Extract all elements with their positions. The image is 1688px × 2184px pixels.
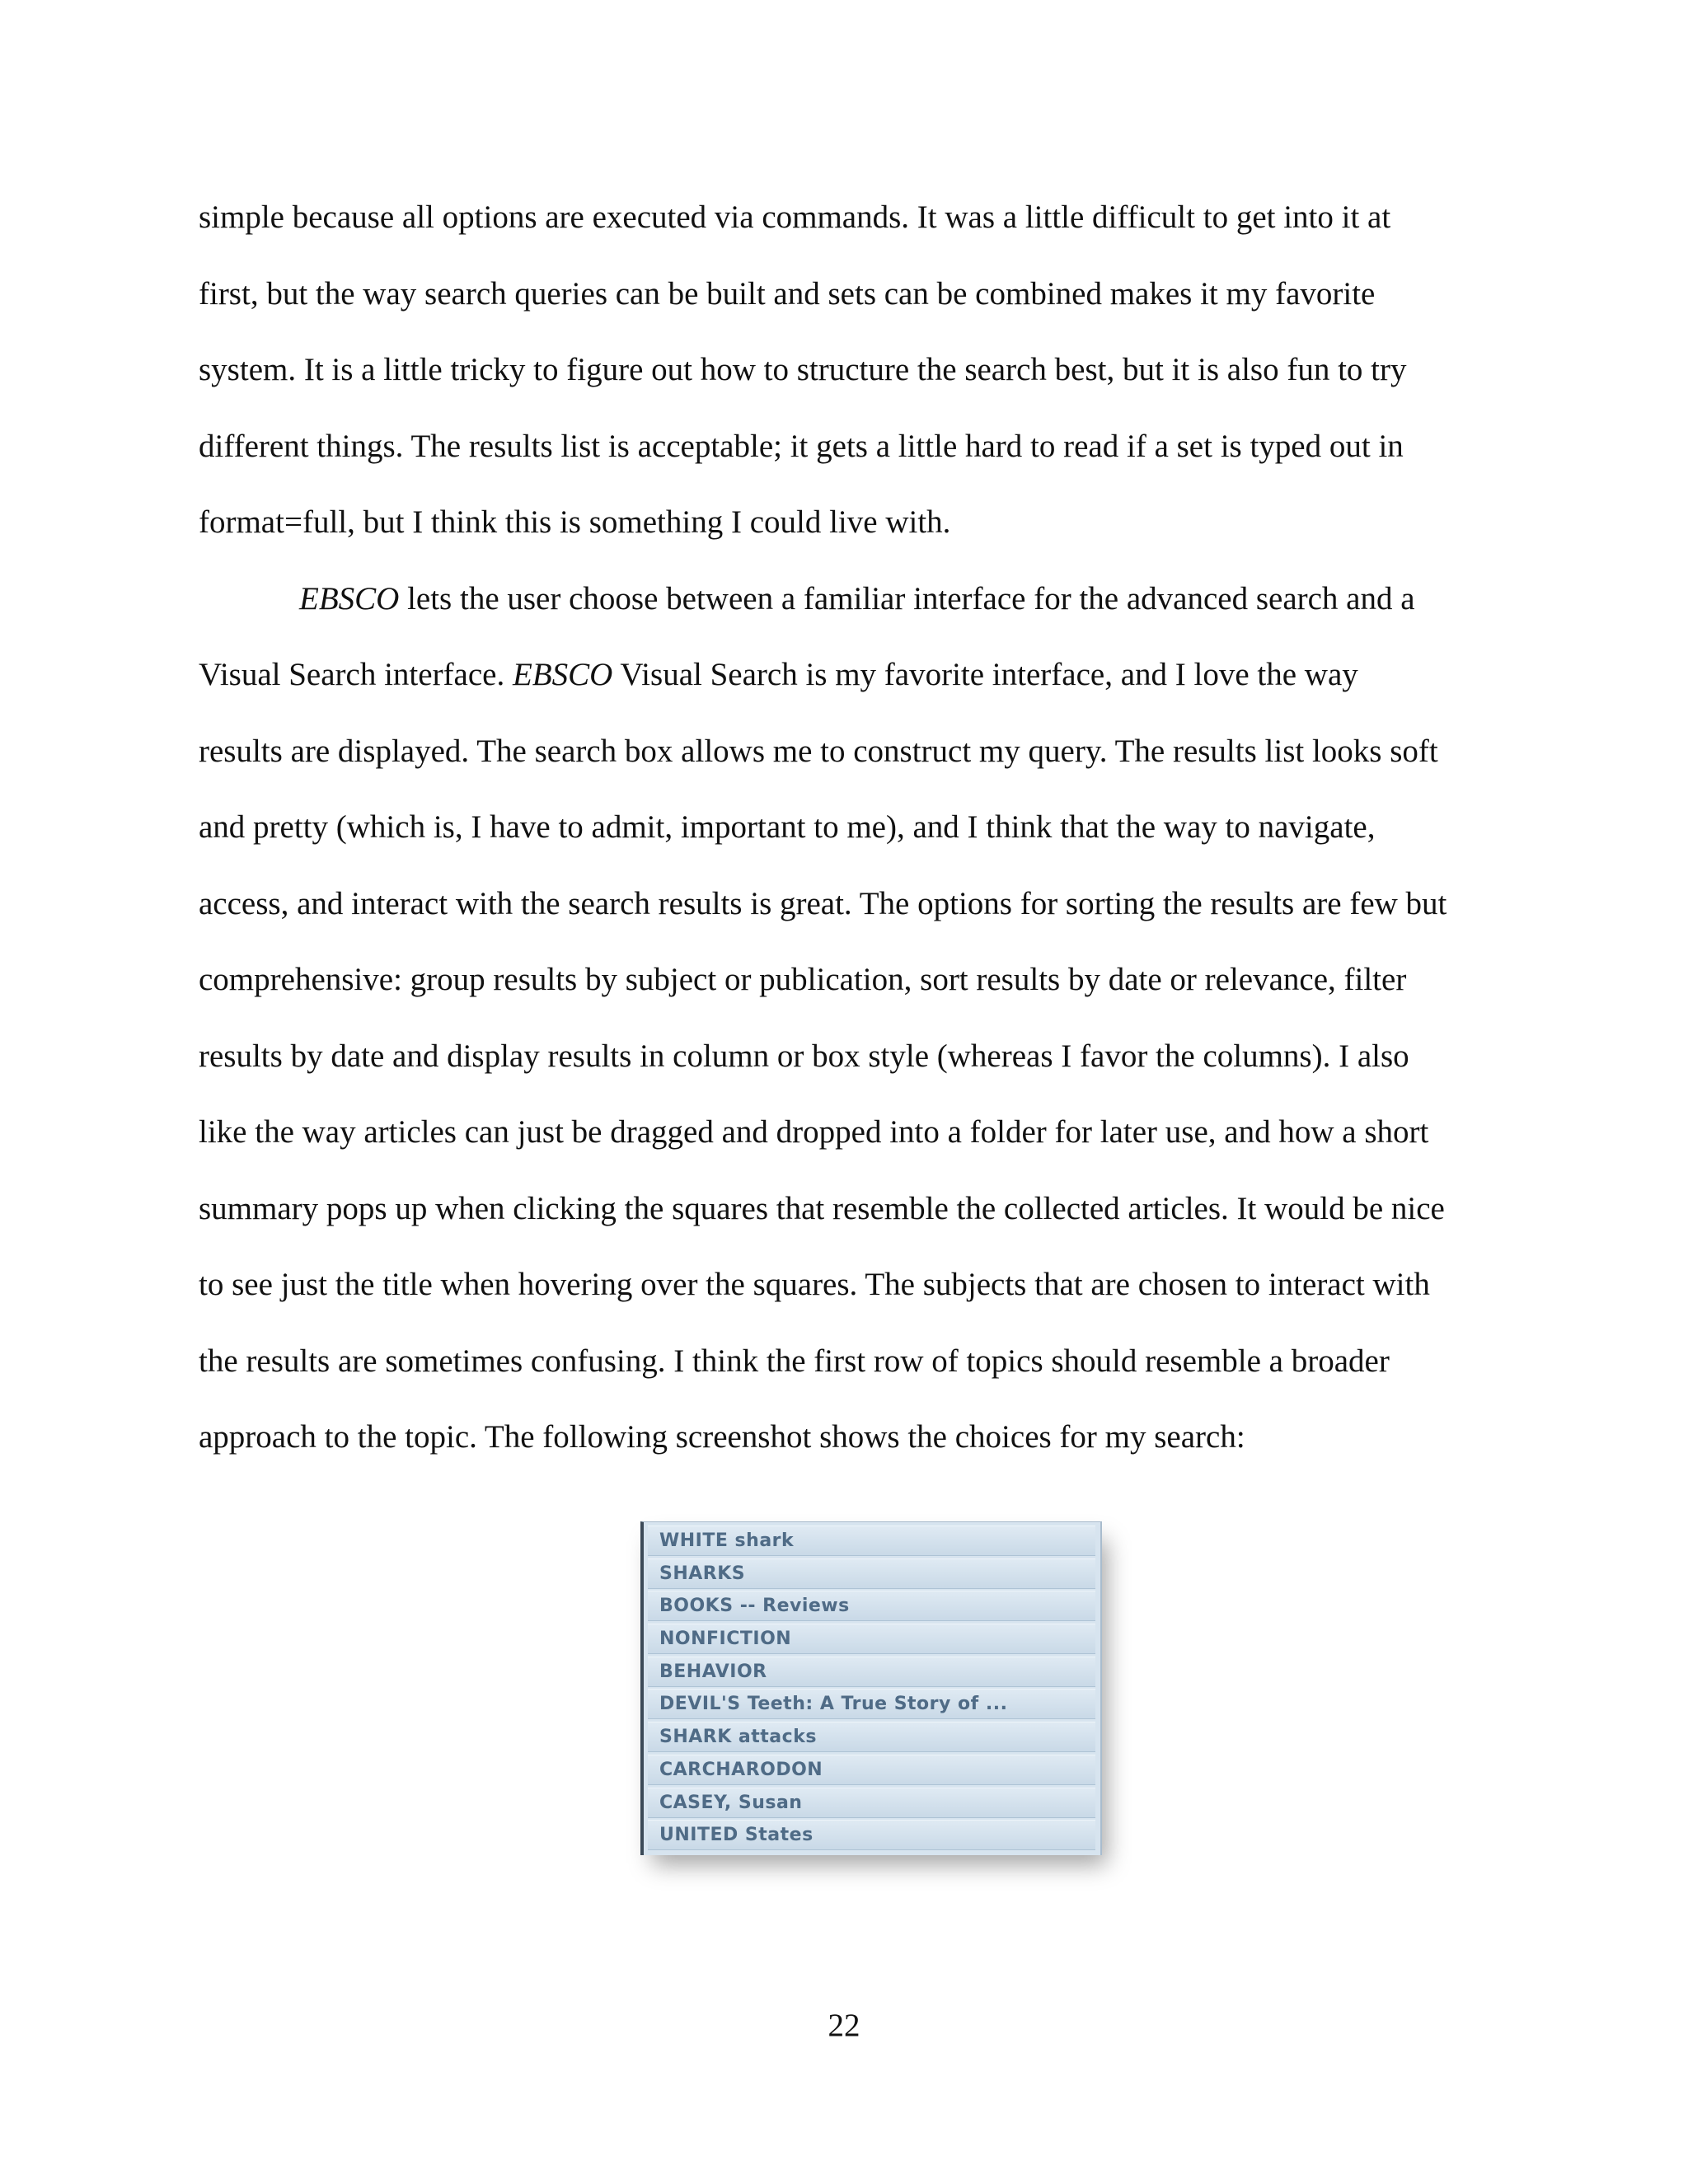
text-line: different things. The results list is acceptable; it gets a little hard to read if a set is typed out in [199, 428, 1404, 464]
text-line: to see just the title when hovering over the squares. The subjects that are chosen to interact with [199, 1267, 1430, 1302]
subject-item[interactable]: CASEY, Susan [648, 1788, 1095, 1818]
subject-item[interactable]: WHITE shark [648, 1526, 1095, 1556]
italic-ebsco: EBSCO [512, 657, 613, 692]
text-fragment: lets the user choose between a familiar interface for the advanced search and a [399, 580, 1415, 616]
text-line [199, 650, 1501, 727]
subject-item[interactable]: BEHAVIOR [648, 1657, 1095, 1687]
embedded-screenshot [640, 1521, 1102, 1855]
subject-item[interactable]: BOOKS -- Reviews [648, 1591, 1095, 1621]
subject-item[interactable]: DEVIL'S Teeth: A True Story of ... [648, 1689, 1095, 1719]
subject-item[interactable]: CARCHARODON [648, 1755, 1095, 1785]
text-line: results are displayed. The search box allows me to construct my query. The results list looks soft [199, 733, 1438, 769]
subject-list-panel [640, 1521, 1102, 1855]
text-line: access, and interact with the search results is great. The options for sorting the results are few but [199, 885, 1447, 921]
text-fragment: Visual Search interface. [199, 657, 513, 692]
text-line-indented [199, 574, 1501, 651]
text-line: simple because all options are executed via commands. It was a little difficult to get into it at [199, 199, 1391, 235]
subject-item[interactable]: SHARK attacks [648, 1722, 1095, 1752]
subject-item[interactable]: NONFICTION [648, 1624, 1095, 1654]
text-line: summary pops up when clicking the squares that resemble the collected articles. It would be nice [199, 1190, 1445, 1226]
text-line: and pretty (which is, I have to admit, important to me), and I think that the way to navigate, [199, 809, 1376, 845]
subject-item[interactable]: SHARKS [648, 1558, 1095, 1589]
text-line: results by date and display results in column or box style (whereas I favor the columns). I also [199, 1038, 1409, 1074]
text-line: system. It is a little tricky to figure out how to structure the search best, but it is also fun to try [199, 352, 1407, 387]
body-text [199, 193, 1501, 1489]
page-number: 22 [828, 2008, 860, 2043]
text-line: format=full, but I think this is something I could live with. [199, 504, 951, 540]
text-line: comprehensive: group results by subject or publication, sort results by date or relevance, filter [199, 962, 1407, 997]
text-fragment: Visual Search is my favorite interface, and I love the way [612, 657, 1358, 692]
italic-ebsco: EBSCO [299, 580, 400, 616]
subject-item[interactable]: UNITED States [648, 1820, 1095, 1850]
text-line: the results are sometimes confusing. I think the first row of topics should resemble a broader [199, 1343, 1390, 1379]
text-line: approach to the topic. The following screenshot shows the choices for my search: [199, 1419, 1245, 1455]
text-line: like the way articles can just be dragged and dropped into a folder for later use, and how a short [199, 1114, 1429, 1150]
text-line: first, but the way search queries can be built and sets can be combined makes it my favorite [199, 275, 1376, 312]
